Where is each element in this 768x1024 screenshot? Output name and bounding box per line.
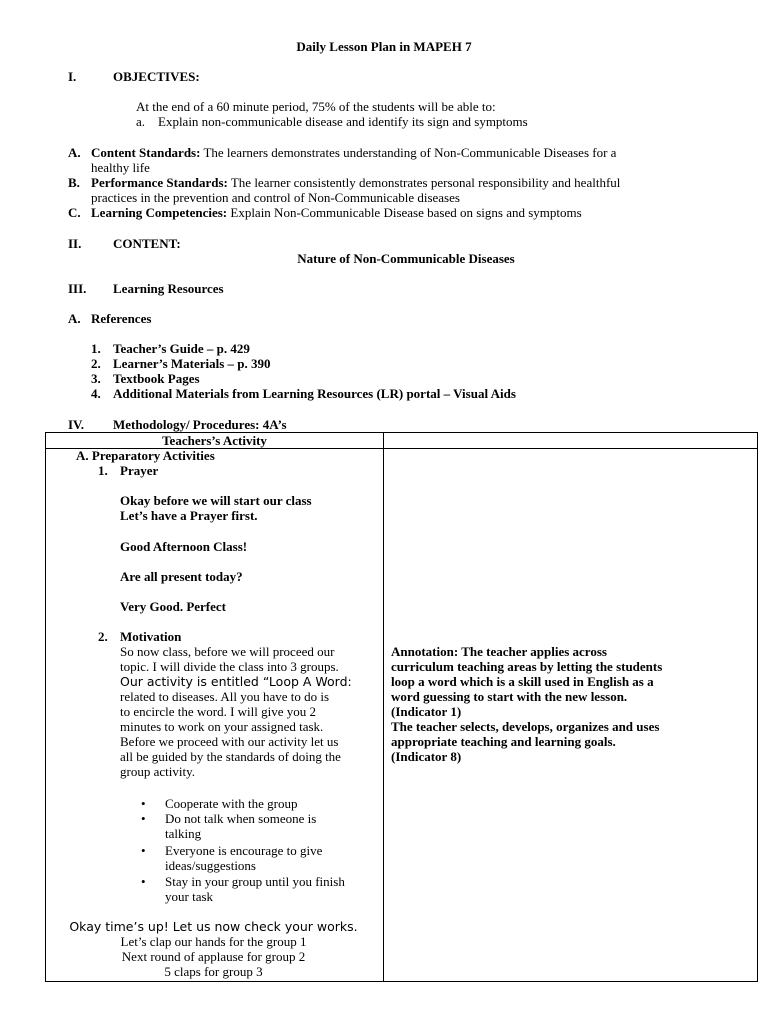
annotation-line-2: curriculum teaching areas by letting the students <box>391 659 663 674</box>
content-standards-line-1 <box>91 145 616 160</box>
content-standards-text: The learners demonstrates understanding of Non-Communicable Diseases for a <box>203 145 617 160</box>
performance-standards-line-2: practices in the prevention and control of Non-Communicable diseases <box>91 190 460 205</box>
motivation-line-1: So now class, before we will proceed our <box>120 644 335 659</box>
motivation-line-2: topic. I will divide the class into 3 groups. <box>120 659 339 674</box>
bullet-icon: • <box>141 811 146 826</box>
annotation-line-5: (Indicator 1) <box>391 704 462 719</box>
prayer-number: 1. <box>98 463 108 478</box>
annotation-line-6: The teacher selects, develops, organizes and uses <box>391 719 660 734</box>
motivation-heading: Motivation <box>120 629 182 644</box>
objectives-number: I. <box>68 69 77 84</box>
content-topic: Nature of Non-Communicable Diseases <box>297 251 515 266</box>
references-letter: A. <box>68 311 81 326</box>
rule-3-line-2: ideas/suggestions <box>165 858 256 873</box>
performance-standards-letter: B. <box>68 175 80 190</box>
learning-competencies-label: Learning Competencies: <box>91 205 228 220</box>
methodology-heading: Methodology/ Procedures: 4A’s <box>113 417 287 432</box>
bullet-icon: • <box>141 843 146 858</box>
greeting-line: Good Afternoon Class! <box>120 539 248 554</box>
rule-4-line-2: your task <box>165 889 214 904</box>
praise-line: Very Good. Perfect <box>120 599 227 614</box>
content-standards-letter: A. <box>68 145 81 160</box>
reference-4-num: 4. <box>91 386 101 401</box>
document-title: Daily Lesson Plan in MAPEH 7 <box>296 39 472 54</box>
closing-line-3: Next round of applause for group 2 <box>121 949 306 964</box>
annotation-line-7: appropriate teaching and learning goals. <box>391 734 616 749</box>
learning-competencies-text: Explain Non-Communicable Disease based on signs and symptoms <box>230 205 582 220</box>
rule-1-line-1: Cooperate with the group <box>165 796 298 811</box>
content-number: II. <box>68 236 82 251</box>
annotation-line-3: loop a word which is a skill used in English as a <box>391 674 654 689</box>
bullet-icon: • <box>141 874 146 889</box>
objectives-intro: At the end of a 60 minute period, 75% of the students will be able to: <box>136 99 496 114</box>
reference-1-text: Teacher’s Guide – p. 429 <box>113 341 250 356</box>
learning-competencies-line-1 <box>91 205 582 220</box>
teachers-activity-header: Teachers’s Activity <box>162 433 267 448</box>
motivation-line-5: to encircle the word. I will give you 2 <box>120 704 317 719</box>
motivation-line-9: group activity. <box>120 764 195 779</box>
motivation-line-4: related to diseases. All you have to do is <box>120 689 330 704</box>
content-heading: CONTENT: <box>113 236 181 251</box>
motivation-line-7: Before we proceed with our activity let us <box>120 734 339 749</box>
methodology-number: IV. <box>68 417 85 432</box>
reference-3-text: Textbook Pages <box>113 371 200 386</box>
attendance-line: Are all present today? <box>120 569 243 584</box>
motivation-line-8: all be guided by the standards of doing the <box>120 749 341 764</box>
rule-2-line-1: Do not talk when someone is <box>165 811 317 826</box>
rule-2-line-2: talking <box>165 826 202 841</box>
closing-line-2: Let’s clap our hands for the group 1 <box>120 934 307 949</box>
content-standards-label: Content Standards: <box>91 145 201 160</box>
reference-1-num: 1. <box>91 341 101 356</box>
resources-number: III. <box>68 281 87 296</box>
preparatory-activities-heading: A. Preparatory Activities <box>76 448 215 463</box>
annotation-line-1: Annotation: The teacher applies across <box>391 644 607 659</box>
reference-3-num: 3. <box>91 371 101 386</box>
references-heading: References <box>91 311 152 326</box>
motivation-line-6: minutes to work on your assigned task. <box>120 719 324 734</box>
closing-line-1: Okay time’s up! Let us now check your works. <box>69 919 358 934</box>
performance-standards-label: Performance Standards: <box>91 175 228 190</box>
resources-heading: Learning Resources <box>113 281 224 296</box>
annotation-line-4: word guessing to start with the new lesson. <box>391 689 628 704</box>
annotation-line-8: (Indicator 8) <box>391 749 462 764</box>
motivation-number: 2. <box>98 629 108 644</box>
reference-4-text: Additional Materials from Learning Resources (LR) portal – Visual Aids <box>113 386 516 401</box>
prayer-heading: Prayer <box>120 463 159 478</box>
reference-2-num: 2. <box>91 356 101 371</box>
learning-competencies-letter: C. <box>68 205 81 220</box>
rule-4-line-1: Stay in your group until you finish <box>165 874 345 889</box>
performance-standards-line-1 <box>91 175 620 190</box>
bullet-icon: • <box>141 796 146 811</box>
table-column-divider <box>383 433 384 981</box>
content-standards-line-2: healthy life <box>91 160 150 175</box>
prayer-line-1: Okay before we will start our class <box>120 493 312 508</box>
reference-2-text: Learner’s Materials – p. 390 <box>113 356 271 371</box>
rule-3-line-1: Everyone is encourage to give <box>165 843 323 858</box>
prayer-line-2: Let’s have a Prayer first. <box>120 508 258 523</box>
objective-item-text: Explain non-communicable disease and identify its sign and symptoms <box>158 114 528 129</box>
closing-line-4: 5 claps for group 3 <box>164 964 263 979</box>
performance-standards-text: The learner consistently demonstrates personal responsibility and healthful <box>230 175 621 190</box>
objective-item-letter: a. <box>136 114 146 129</box>
objectives-heading: OBJECTIVES: <box>113 69 200 84</box>
motivation-line-3: Our activity is entitled “Loop A Word: <box>120 674 352 689</box>
